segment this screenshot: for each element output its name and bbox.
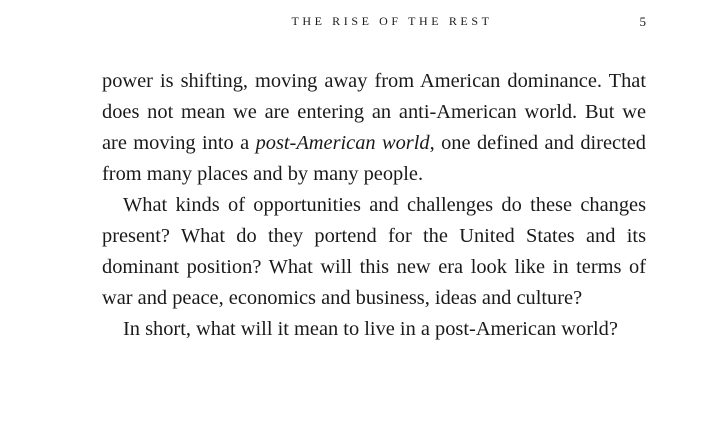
paragraph-text: , one defined and directed from many places and by many people.: [102, 132, 646, 185]
running-title: THE RISE OF THE REST: [291, 14, 493, 28]
emphasized-phrase: post-American world: [255, 132, 430, 154]
paragraph: What kinds of opportunities and challenges do these changes present? What do they portend for the United States and its dominant position? What will this new era look like in terms of war and peace, economics and business, ideas and culture?: [102, 194, 646, 309]
paragraph-continued: [102, 66, 646, 190]
page-number: 5: [639, 14, 646, 29]
paragraph-text: power is shifting, moving away from American dominance. That does not mean we are entering an anti-American world. But we are moving into a: [102, 70, 646, 154]
running-header: [102, 14, 646, 34]
body-text: [102, 66, 646, 345]
paragraph: In short, what will it mean to live in a post-American world?: [123, 318, 618, 340]
